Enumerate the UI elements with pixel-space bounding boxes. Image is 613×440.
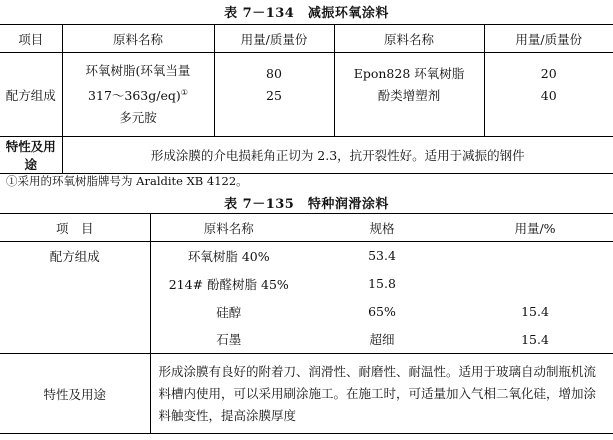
table1-ingredients-c [334, 53, 484, 137]
ingredient-b: 多元胺 [119, 110, 157, 126]
table2-title: 表 7－135 特种润滑涂料 [224, 197, 389, 212]
row-name: 石墨 [216, 332, 242, 348]
row-qty [457, 242, 613, 270]
table1-footnote: ①采用的环氧树脂牌号为 Araldite XB 4122。 [6, 174, 248, 188]
table1-header-material-1: 原料名称 [62, 25, 214, 53]
row-spec: 超细 [369, 332, 395, 348]
table2-props-text: 形成涂膜有良好的附着刀、润滑性、耐磨性、耐温性。适用于玻璃自动制瓶机流料槽内使用，可以采用刷涂施工。在施工时，可适量加入气相二氧化硅，增加涂料触变性，提高涂膜厚度 [158, 363, 597, 423]
table1-header-qty-1: 用量/质量份 [214, 25, 334, 53]
row-qty: 15.4 [521, 304, 549, 319]
ingredient-a-line2: 317～363g/eq) [88, 88, 181, 104]
table2-header-row [0, 214, 613, 242]
ingredient-a-line2-wrap [67, 82, 210, 107]
table1-header-material-2: 原料名称 [334, 25, 484, 53]
table2-props-label: 特性及用途 [0, 354, 150, 434]
ingredient-c: Epon828 环氧树脂 [353, 65, 465, 81]
table-row [0, 270, 613, 298]
qty-c: 20 [540, 65, 557, 81]
table1-props-label: 特性及用途 [0, 137, 62, 174]
row-spec: 53.4 [368, 248, 396, 264]
table1-props-text: 形成涂膜的介电损耗角正切为 2.3，抗开裂性好。适用于减振的钢件 [150, 148, 525, 163]
table-row [0, 326, 613, 354]
table1-qty-c-cell [484, 53, 613, 137]
table2-props-row [0, 354, 613, 434]
row-spec: 65% [368, 304, 396, 319]
table1-section-label: 配方组成 [0, 53, 62, 137]
ingredient-a-line1: 环氧树脂(环氧当量 [85, 62, 191, 78]
table1-ingredients-a [62, 53, 214, 137]
row-name: 硅醇 [216, 304, 242, 320]
table1-qty-a-cell [214, 53, 334, 137]
table-row [0, 242, 613, 270]
table1-header-row [0, 25, 613, 53]
qty-d: 40 [540, 87, 557, 103]
row-name: 214# 酚醛树脂 45% [168, 276, 289, 292]
table2-header-item: 项 目 [0, 214, 150, 242]
table1-header-qty-2: 用量/质量份 [515, 31, 583, 47]
table2-header-material: 原料名称 [203, 220, 254, 236]
row-qty: 15.4 [521, 331, 549, 347]
ingredient-d: 酚类增塑剂 [377, 87, 441, 103]
table2-section-label: 配方组成 [0, 242, 150, 270]
row-qty [457, 270, 613, 298]
table2-header-qty: 用量/% [514, 220, 556, 236]
footnote-marker: ① [180, 87, 188, 97]
table1 [0, 24, 613, 174]
table1-title: 表 7－134 减振环氧涂料 [224, 6, 389, 21]
qty-b: 25 [266, 87, 282, 103]
table1-props-row [0, 137, 613, 174]
table1-formula-row [0, 53, 613, 137]
qty-a: 80 [266, 65, 282, 81]
row-name: 环氧树脂 40% [187, 248, 270, 264]
table-row [0, 298, 613, 326]
table2-header-spec: 规格 [369, 220, 395, 236]
row-spec: 15.8 [368, 276, 396, 291]
table1-header-item: 项目 [0, 25, 62, 53]
table2 [0, 213, 613, 434]
